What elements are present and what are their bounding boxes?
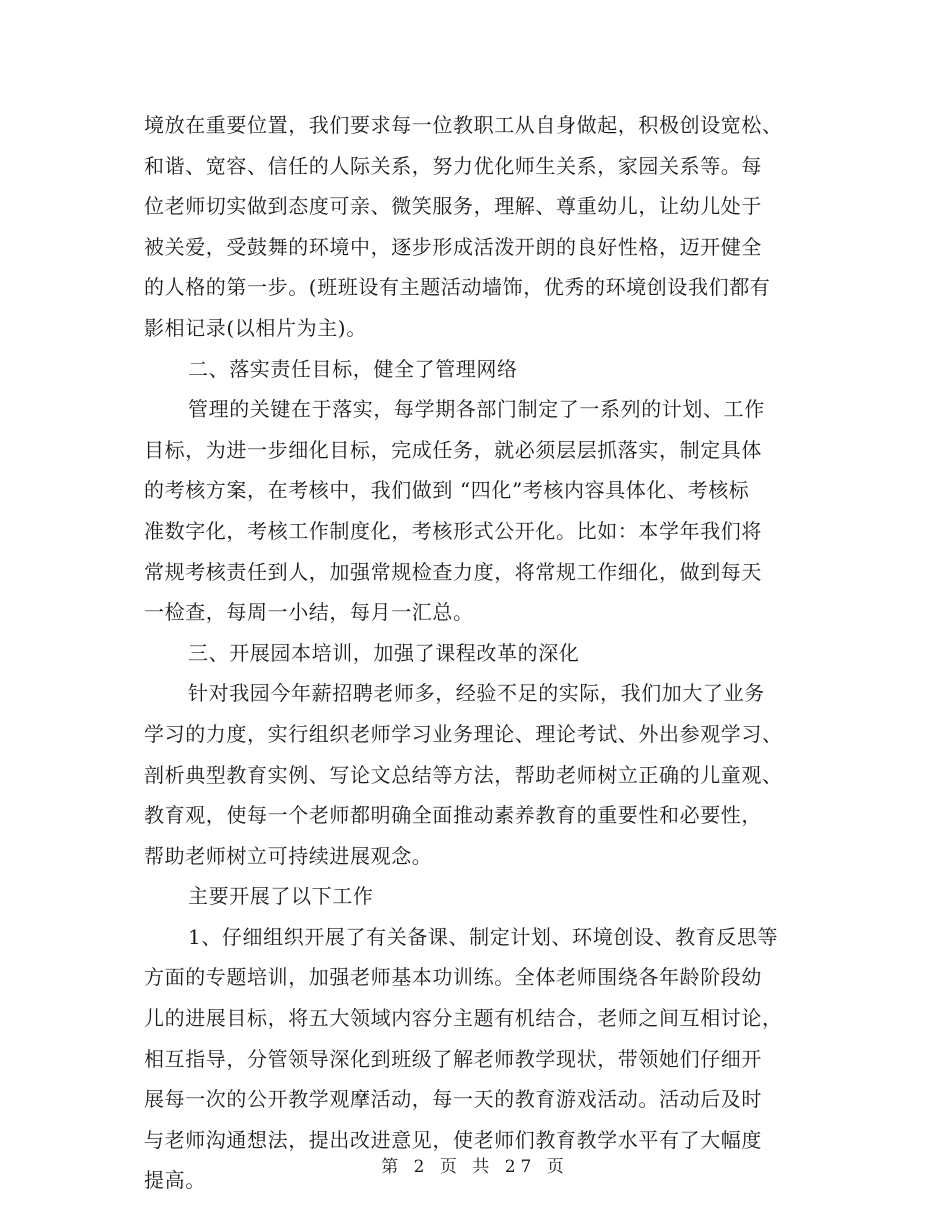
text-line: 方面的专题培训，加强老师基本功训练。全体老师围绕各年龄阶段幼 (144, 965, 762, 990)
text-line: 位老师切实做到态度可亲、微笑服务，理解、尊重幼儿，让幼儿处于 (144, 194, 762, 219)
text-line: 展每一次的公开教学观摩活动，每一天的教育游戏活动。活动后及时 (144, 1087, 762, 1112)
text-line: 常规考核责任到人，加强常规检查力度，将常规工作细化，做到每天 (144, 559, 762, 584)
text-line: 针对我园今年薪招聘老师多，经验不足的实际，我们加大了业务 (188, 681, 765, 706)
text-line: 的考核方案，在考核中，我们做到 “四化”考核内容具体化、考核标 (144, 478, 750, 503)
text-line: 一检查，每周一小结，每月一汇总。 (144, 600, 474, 625)
text-line: 教育观，使每一个老师都明确全面推动素养教育的重要性和必要性， (144, 803, 762, 828)
text-line: 和谐、宽容、信任的人际关系，努力优化师生关系，家园关系等。每 (144, 153, 762, 178)
document-body (144, 105, 806, 1201)
text-line: 1、仔细组织开展了有关备课、制定计划、环境创设、教育反思等 (188, 924, 779, 949)
text-line: 目标，为进一步细化目标，完成任务，就必须层层抓落实，制定具体 (144, 437, 762, 462)
text-line: 相互指导，分管领导深化到班级了解老师教学现状，带领她们仔细开 (144, 1046, 762, 1071)
text-line: 帮助老师树立可持续进展观念。 (144, 843, 433, 868)
text-line: 与老师沟通想法，提出改进意见，使老师们教育教学水平有了大幅度 (144, 1127, 762, 1152)
text-line: 三、开展园本培训，加强了课程改革的深化 (188, 640, 580, 665)
text-line: 管理的关键在于落实，每学期各部门制定了一系列的计划、工作 (188, 397, 765, 422)
text-line: 二、落实责任目标，健全了管理网络 (188, 356, 518, 381)
text-line: 的人格的第一步。(班班设有主题活动墙饰，优秀的环境创设我们都有 (144, 275, 771, 300)
text-line: 主要开展了以下工作 (188, 884, 374, 909)
text-line: 准数字化，考核工作制度化，考核形式公开化。比如：本学年我们将 (144, 518, 762, 543)
text-line: 影相记录(以相片为主)。 (144, 315, 367, 340)
text-line: 境放在重要位置，我们要求每一位教职工从自身做起，积极创设宽松、 (144, 113, 783, 137)
text-line: 提高。 (144, 1168, 206, 1193)
text-line: 剖析典型教育实例、写论文总结等方法，帮助老师树立正确的儿童观、 (144, 762, 783, 787)
text-line: 被关爱，受鼓舞的环境中，逐步形成活泼开朗的良好性格，迈开健全 (144, 234, 762, 259)
text-line: 儿的进展目标，将五大领域内容分主题有机结合，老师之间互相讨论， (144, 1006, 783, 1031)
text-line: 学习的力度，实行组织老师学习业务理论、理论考试、外出参观学习、 (144, 721, 783, 746)
page-number-footer: 第 2 页 共 27 页 (381, 1157, 569, 1177)
